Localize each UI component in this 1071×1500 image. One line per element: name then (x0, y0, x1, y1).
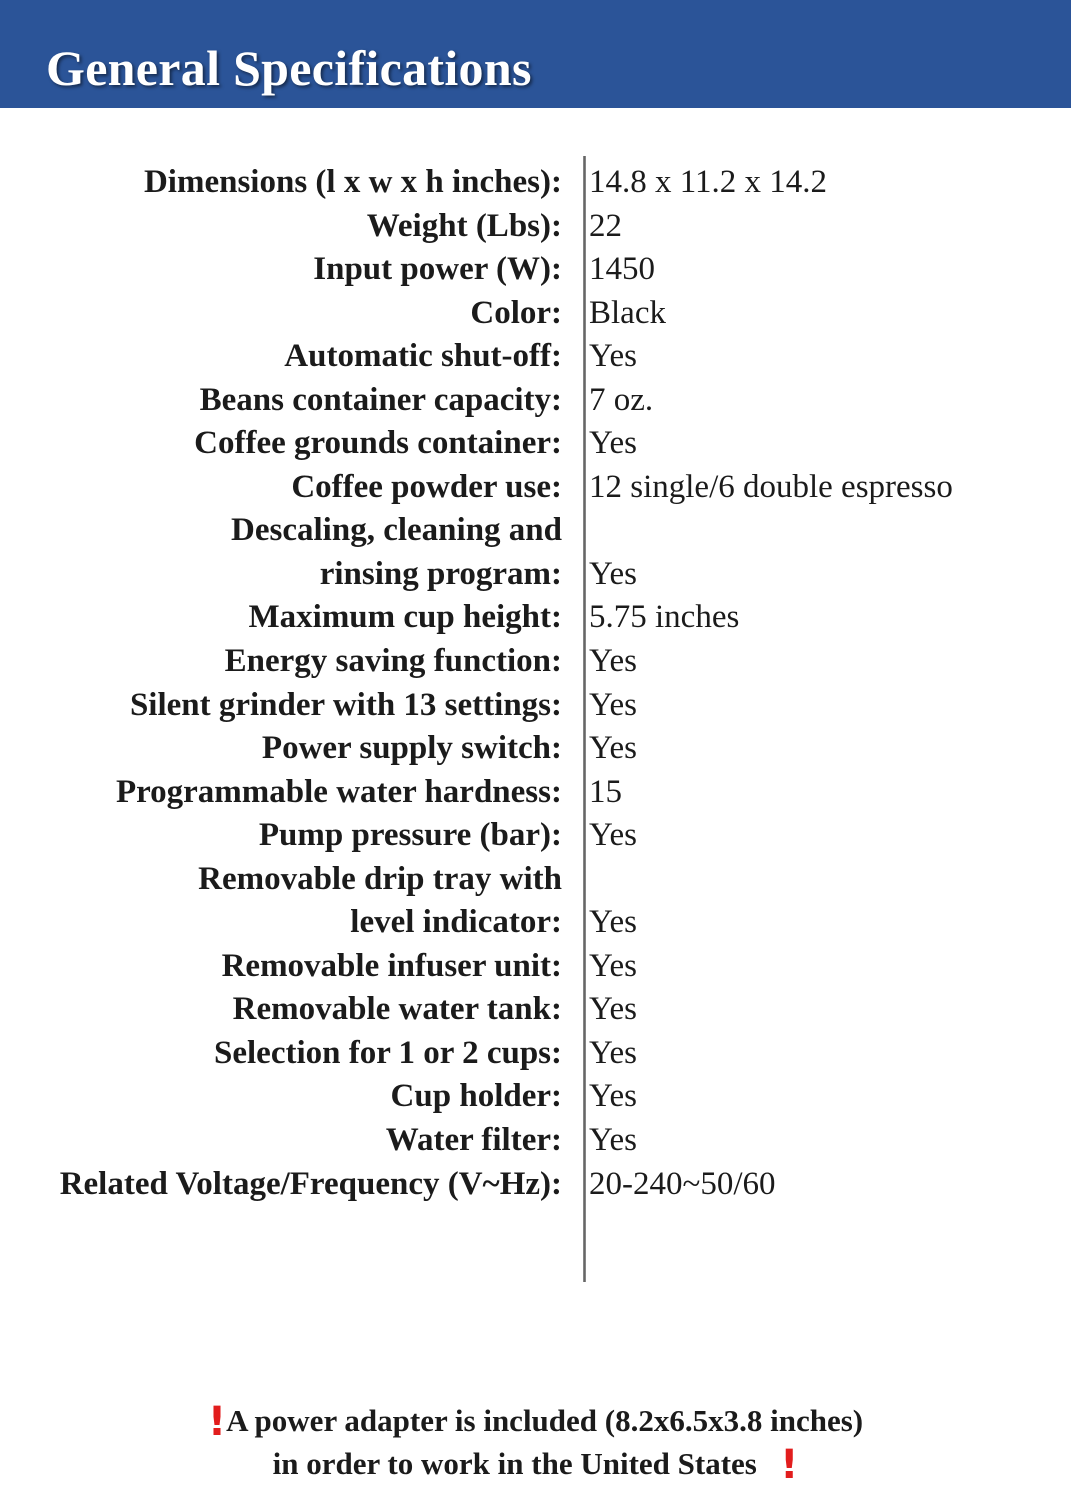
spec-label (198, 858, 562, 945)
note-text-2: in order to work in the United States (272, 1446, 757, 1481)
spec-label-line: Removable drip tray with (198, 860, 562, 897)
page-title: General Specifications (46, 40, 532, 96)
spec-label-line: Descaling, cleaning and (231, 512, 562, 549)
spec-label: Dimensions (l x w x h inches): (143, 164, 562, 200)
spec-label (231, 509, 562, 596)
spec-label: Removable infuser unit: (221, 947, 562, 984)
spec-value: Yes (589, 555, 638, 592)
spec-row (0, 945, 1071, 989)
spec-row (0, 161, 1071, 205)
spec-row (0, 379, 1071, 423)
spec-value: Yes (589, 338, 638, 375)
spec-row (0, 205, 1071, 249)
spec-label: Pump pressure (bar): (258, 817, 562, 854)
spec-value: 20-240~50/60 (589, 1165, 776, 1202)
spec-value: Yes (589, 1034, 638, 1071)
spec-row (0, 988, 1071, 1032)
spec-value: Yes (589, 904, 638, 941)
spec-row (0, 335, 1071, 379)
spec-row (0, 640, 1071, 684)
spec-value: 12 single/6 double espresso (589, 468, 953, 505)
spec-value: 14.8 x 11.2 x 14.2 (589, 164, 828, 200)
spec-value: Yes (589, 1078, 638, 1115)
spec-value: 1450 (589, 251, 655, 288)
spec-row (0, 1119, 1071, 1163)
spec-value: 22 (589, 207, 622, 244)
spec-value: Yes (589, 1122, 638, 1159)
spec-value: Yes (589, 686, 638, 723)
spec-label-line: level indicator: (350, 904, 562, 941)
spec-label: Weight (Lbs): (366, 207, 562, 244)
spec-label: Cup holder: (390, 1078, 562, 1115)
spec-row (0, 1032, 1071, 1076)
spec-value: Yes (589, 730, 638, 767)
spec-row (0, 727, 1071, 771)
spec-value: Black (589, 294, 666, 331)
spec-value: Yes (589, 991, 638, 1028)
spec-row (0, 509, 1071, 596)
spec-label-line: rinsing program: (319, 555, 562, 592)
spec-label: Water filter: (385, 1122, 562, 1159)
spec-label: Automatic shut-off: (284, 338, 562, 375)
spec-label: Silent grinder with 13 settings: (129, 686, 562, 723)
spec-row (0, 814, 1071, 858)
exclamation-icon: ! (780, 1442, 799, 1488)
spec-label: Maximum cup height: (248, 599, 562, 636)
header-banner (0, 0, 1071, 108)
spec-value: 5.75 inches (589, 599, 740, 636)
spec-label: Color: (470, 294, 562, 331)
spec-value: Yes (589, 425, 638, 462)
spec-label: Input power (W): (313, 251, 562, 288)
spec-label: Coffee powder use: (291, 468, 562, 505)
spec-label: Power supply switch: (261, 730, 562, 767)
spec-value: 7 oz. (589, 381, 654, 418)
note-line-2 (0, 1443, 1071, 1486)
note-text-1: A power adapter is included (8.2x6.5x3.8 inches) (226, 1403, 864, 1438)
exclamation-icon: ! (207, 1399, 227, 1445)
spec-label: Energy saving function: (224, 643, 562, 680)
adapter-note (0, 1400, 1071, 1486)
spec-row (0, 1163, 1071, 1207)
spec-row (0, 466, 1071, 510)
spec-row (0, 248, 1071, 292)
spec-label: Programmable water hardness: (115, 773, 562, 810)
spec-list (0, 161, 1071, 1206)
spec-value: Yes (589, 643, 638, 680)
spec-row (0, 292, 1071, 336)
spec-value: Yes (589, 947, 638, 984)
spec-value: Yes (589, 817, 638, 854)
spec-row (0, 596, 1071, 640)
spec-row (0, 771, 1071, 815)
spec-label: Related Voltage/Frequency (V~Hz): (59, 1165, 562, 1202)
spec-label: Beans container capacity: (199, 381, 562, 418)
spec-row (0, 1075, 1071, 1119)
spec-row (0, 684, 1071, 728)
spec-row (0, 422, 1071, 466)
spec-label: Coffee grounds container: (194, 425, 562, 462)
note-line-1 (0, 1400, 1071, 1443)
spec-label: Selection for 1 or 2 cups: (214, 1034, 562, 1071)
spec-label: Removable water tank: (232, 991, 562, 1028)
spec-row (0, 858, 1071, 945)
spec-value: 15 (589, 773, 622, 810)
